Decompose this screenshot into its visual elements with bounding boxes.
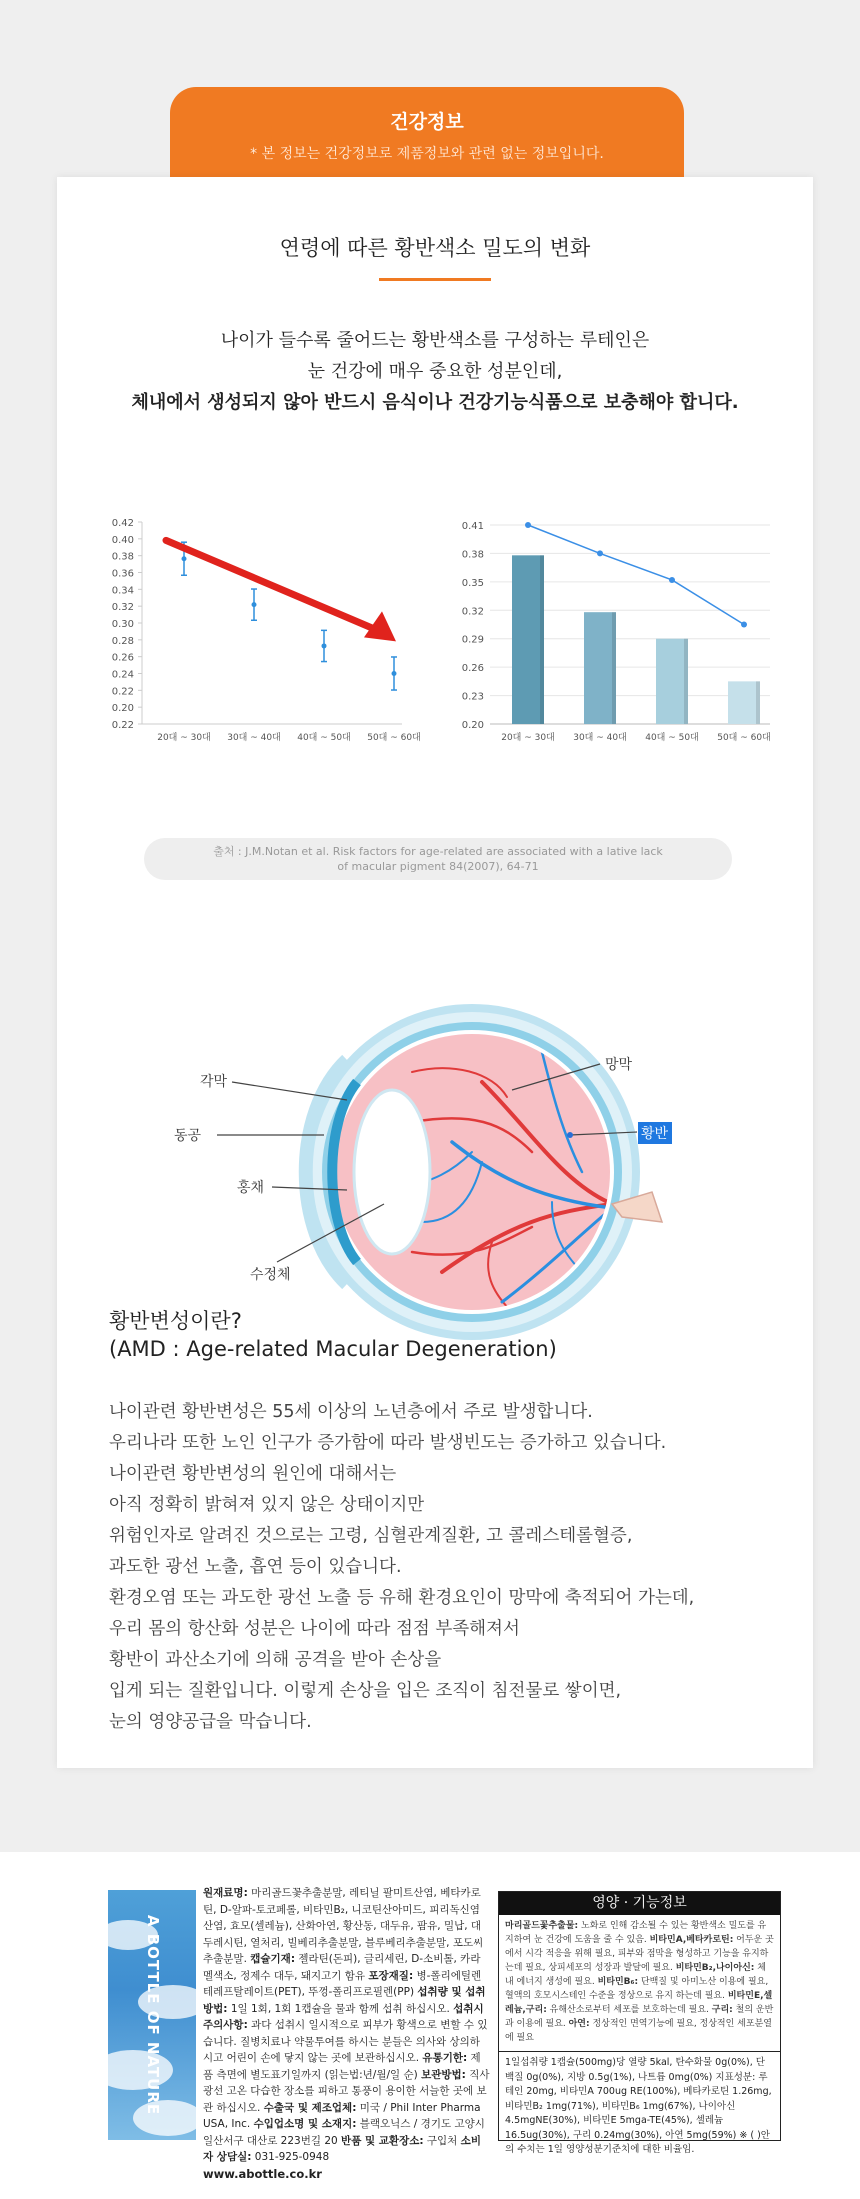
data-point bbox=[182, 556, 187, 561]
bar-shade bbox=[756, 681, 760, 724]
y-tick-label: 0.35 bbox=[461, 577, 484, 589]
info-label: 캡슐기재: bbox=[250, 1953, 296, 1965]
info-label: 원재료명: bbox=[203, 1887, 248, 1899]
amd-line: 나이관련 황반변성의 원인에 대해서는 bbox=[109, 1464, 397, 1484]
eye-diagram bbox=[152, 972, 722, 1462]
product-info-text bbox=[203, 1885, 490, 2182]
trend-line bbox=[528, 525, 744, 625]
label-iris: 홍채 bbox=[237, 1180, 265, 1196]
scatter-chart bbox=[82, 507, 422, 817]
citation-line-2: of macular pigment 84(2007), 64-71 bbox=[337, 860, 539, 873]
y-tick-label: 0.26 bbox=[461, 663, 484, 675]
nutrition-title: 영양 · 기능정보 bbox=[499, 1892, 780, 1915]
info-text: 과다 섭취시 일시적으로 피부가 황색으로 변할 수 있습니다. 질병치료나 약물투여를 하시는 분들은 의사와 상의하시고 어린이 손에 닿지 않는 곳에 보관하십시오. bbox=[203, 2019, 488, 2064]
tab-subtitle: * 본 정보는 건강정보로 제품정보와 관련 없는 정보입니다. bbox=[250, 146, 604, 162]
info-text: 블랙오닉스 / 경기도 고양시 일산서구 대산로 223번길 20 bbox=[203, 2118, 485, 2147]
citation-line-1: 출처 : J.M.Notan et al. Risk factors for age-related are associated with a lative lack bbox=[213, 845, 663, 858]
info-label: 수출국 및 제조업체: bbox=[263, 2101, 357, 2114]
y-tick-label: 0.22 bbox=[111, 720, 134, 731]
bar-shade bbox=[540, 555, 544, 724]
lens bbox=[354, 1090, 430, 1254]
intro-line-2: 눈 건강에 매우 중요한 성분인데, bbox=[307, 361, 563, 382]
amd-line: 우리 몸의 항산화 성분은 나이에 따라 점점 부족해져서 bbox=[109, 1619, 520, 1639]
x-tick-label: 30대 ~ 40대 bbox=[573, 733, 627, 743]
amd-title-line-2: (AMD : Age-related Macular Degeneration) bbox=[109, 1337, 557, 1361]
y-tick-label: 0.29 bbox=[461, 634, 484, 646]
nutrition-box bbox=[498, 1891, 781, 2155]
y-tick-label: 0.20 bbox=[111, 703, 134, 715]
y-tick-label: 0.40 bbox=[111, 534, 134, 546]
info-text: 마리골드꽃추출분말, 레티닐 팔미트산염, 베타카로틴, D-알파-토코페롤, 비타민B₂, 니코틴산아미드, 피리독신염산염, 효모(셀레늄), 산화아연, 황산동, 대두유, 팜유, 밀납, 대두레시틴, 열처리, 빌베리추출분말, 블루베리추출분말, 포도씨추출분말. bbox=[203, 1887, 484, 1965]
y-tick-label: 0.28 bbox=[111, 635, 134, 647]
section-title: 연령에 따른 황반색소 밀도의 변화 bbox=[279, 236, 591, 260]
info-text: 미국 / Phil Inter Pharma USA, Inc. bbox=[203, 2101, 481, 2130]
nutri_body1-label: 비타민E,셀레늄,구리: bbox=[505, 1991, 773, 2015]
y-tick-label: 0.23 bbox=[461, 691, 484, 703]
brand-logo bbox=[108, 1890, 196, 2140]
info-label: 반품 및 교환장소: bbox=[341, 2134, 424, 2147]
info-label: 섭취시 주의사항: bbox=[203, 2002, 484, 2031]
nutri_body1-label: 구리: bbox=[711, 2005, 733, 2015]
label-retina: 망막 bbox=[605, 1057, 633, 1073]
amd-body bbox=[109, 1397, 694, 1738]
info-text: 직사광선 고온 다습한 장소를 피하고 통풍이 용이한 서늘한 곳에 보관 하십시오. bbox=[203, 2068, 490, 2114]
label-cornea: 각막 bbox=[200, 1074, 228, 1090]
info-text: 구입처 bbox=[423, 2134, 461, 2147]
y-tick-label: 0.41 bbox=[461, 521, 484, 532]
x-tick-label: 20대 ~ 30대 bbox=[501, 733, 555, 743]
x-tick-label: 40대 ~ 50대 bbox=[297, 733, 351, 743]
nutri_body1-text: 어두운 곳에서 시각 적응을 위해 필요, 피부와 점막을 형성하고 기능을 유지하는데 필요, 상피세포의 성장과 발달에 필요. bbox=[505, 1935, 774, 1973]
y-tick-label: 0.34 bbox=[111, 585, 134, 597]
amd-line: 입게 되는 질환입니다. 이렇게 손상을 입은 조직이 침전물로 쌓이면, bbox=[109, 1681, 622, 1701]
info-text: 제품 측면에 별도표기일까지 (읽는법:년/월/일 순) bbox=[203, 2052, 481, 2081]
bar-chart bbox=[445, 507, 790, 817]
x-tick-label: 50대 ~ 60대 bbox=[367, 733, 421, 743]
line-point bbox=[669, 577, 675, 583]
bar bbox=[656, 639, 688, 724]
bar-shade bbox=[612, 612, 616, 724]
info-label: 유통기한: bbox=[422, 2052, 468, 2064]
y-tick-label: 0.36 bbox=[111, 568, 134, 580]
title-underline bbox=[379, 278, 491, 281]
nutrition-functions bbox=[499, 1915, 780, 2052]
x-tick-label: 30대 ~ 40대 bbox=[227, 733, 281, 743]
info-label: 소비자 상담실: bbox=[203, 2134, 481, 2163]
nutri_body1-text: 체내 에너지 생성에 필요. bbox=[505, 1963, 766, 1987]
nutrition-facts: 1일섭취량 1캡슐(500mg)당 열량 5kal, 탄수화물 0g(0%), 단백질 0g(0%), 지방 0.5g(1%), 나트륨 0mg(0%) 지표성분: 루테인 20mg, 비타민A 700ug RE(100%), 베타카로틴 1.26mg, 비타민B₂ 1mg(71%), 비타민B₆ 1mg(67%), 나이아신 4.5mgNE(30%), 비타민E 5mga-TE(45%), 셀레늄 16.5ug(30%), 구리 0.24mg(30%), 아연 5mg(59%) ※ ( )안의 수치는 1일 영양성분기준치에 대한 비율임. bbox=[505, 2057, 772, 2155]
x-tick-label: 50대 ~ 60대 bbox=[717, 733, 771, 743]
info-label: 보관방법: bbox=[421, 2068, 466, 2081]
nutri_body1-label: 비타민A,베타카로틴: bbox=[649, 1935, 734, 1945]
nutri_body1-label: 비타민B₂,나이아신: bbox=[675, 1963, 755, 1973]
amd-line: 아직 정확히 밝혀져 있지 않은 상태이지만 bbox=[109, 1495, 425, 1515]
x-tick-label: 40대 ~ 50대 bbox=[645, 733, 699, 743]
y-tick-label: 0.26 bbox=[111, 652, 134, 664]
nutri_body1-text: 정상적인 면역기능에 필요, 정상적인 세포분열에 필요 bbox=[505, 2019, 772, 2043]
amd-line: 우리나라 또한 노인 인구가 증가함에 따라 발생빈도는 증가하고 있습니다. bbox=[109, 1433, 667, 1453]
amd-title-line-1: 황반변성이란? bbox=[109, 1309, 242, 1333]
y-tick-label: 0.24 bbox=[111, 669, 134, 681]
data-point bbox=[322, 643, 327, 648]
nutri_body1-label: 마리골드꽃추출물: bbox=[505, 1921, 579, 1931]
y-tick-label: 0.20 bbox=[461, 720, 484, 731]
y-tick-label: 0.30 bbox=[111, 619, 134, 630]
info-text: 젤라틴(돈피), 글리세린, D-소비톨, 카라멜색소, 정제수 대두, 돼지고기 함유 bbox=[203, 1953, 481, 1982]
nutri_body1-label: 비타민B₆: bbox=[597, 1977, 639, 1987]
website-url: www.abottle.co.kr bbox=[203, 2166, 322, 2181]
info-text: 1일 1회, 1회 1캡슐을 물과 함께 섭취 하십시오. bbox=[227, 2002, 454, 2015]
amd-line: 환경오염 또는 과도한 광선 노출 등 유해 환경요인이 망막에 축적되어 가는데, bbox=[109, 1588, 695, 1608]
info-label: 섭취량 및 섭취방법: bbox=[203, 1986, 486, 2015]
y-tick-label: 0.38 bbox=[111, 551, 134, 563]
amd-line: 황반이 과산소기에 의해 공격을 받아 손상을 bbox=[109, 1650, 442, 1670]
info-text: 031-925-0948 bbox=[251, 2151, 330, 2163]
intro-line-3: 체내에서 생성되지 않아 반드시 음식이나 건강기능식품으로 보충해야 합니다. bbox=[131, 392, 739, 413]
trend-arrow-shaft bbox=[166, 540, 380, 631]
data-point bbox=[252, 602, 257, 607]
amd-title bbox=[109, 1307, 557, 1363]
amd-line: 과도한 광선 노출, 흡연 등이 있습니다. bbox=[109, 1557, 402, 1577]
label-lens: 수정체 bbox=[250, 1267, 291, 1283]
nutri_body1-text: 노화로 인해 감소될 수 있는 황반색소 밀도를 유지하여 눈 건강에 도움을 줄 수 있음. bbox=[505, 1921, 767, 1945]
bar-shade bbox=[684, 639, 688, 724]
nutri_body1-text: 유해산소로부터 세포를 보호하는데 필요. bbox=[546, 2005, 712, 2015]
health-info-tab bbox=[170, 87, 684, 179]
bar bbox=[512, 555, 544, 724]
line-point bbox=[741, 622, 747, 628]
nutri_body1-label: 아연: bbox=[568, 2019, 590, 2029]
content-card bbox=[57, 177, 813, 1768]
product-info-footer bbox=[0, 1852, 860, 2199]
brand-name: A BOTTLE OF NATURE bbox=[144, 1914, 162, 2116]
label-pupil: 동공 bbox=[174, 1128, 202, 1144]
info-label: 포장재질: bbox=[368, 1969, 414, 1982]
y-tick-label: 0.32 bbox=[111, 602, 134, 614]
y-tick-label: 0.38 bbox=[461, 549, 484, 561]
bar bbox=[728, 681, 760, 724]
y-tick-label: 0.22 bbox=[111, 686, 134, 698]
line-point bbox=[597, 550, 603, 556]
citation bbox=[144, 838, 732, 880]
intro-text bbox=[57, 325, 813, 418]
intro-line-1: 나이가 들수록 줄어드는 황반색소를 구성하는 루테인은 bbox=[220, 330, 650, 351]
tab-title: 건강정보 bbox=[390, 111, 464, 133]
amd-line: 위험인자로 알려진 것으로는 고령, 심혈관계질환, 고 콜레스테롤혈증, bbox=[109, 1526, 633, 1546]
info-label: 수입업소명 및 소재지: bbox=[253, 2118, 357, 2130]
bar bbox=[584, 612, 616, 724]
amd-line: 나이관련 황반변성은 55세 이상의 노년층에서 주로 발생합니다. bbox=[109, 1402, 593, 1422]
line-point bbox=[525, 522, 531, 528]
nutri_body1-text: 철의 운반과 이용에 필요. bbox=[505, 2005, 774, 2029]
y-tick-label: 0.42 bbox=[111, 518, 134, 529]
label-macula: 황반 bbox=[641, 1126, 669, 1142]
x-tick-label: 20대 ~ 30대 bbox=[157, 733, 211, 743]
nutri_body1-text: 단백질 및 아미노산 이용에 필요, 혈액의 호모시스테인 수준을 정상으로 유지 하는데 필요. bbox=[505, 1977, 769, 2001]
data-point bbox=[392, 671, 397, 676]
y-tick-label: 0.32 bbox=[461, 606, 484, 618]
amd-line: 눈의 영양공급을 막습니다. bbox=[109, 1712, 312, 1732]
info-text: 병-폴리에틸렌테레프탈레이트(PET), 뚜껑-폴리프로필렌(PP) bbox=[203, 1969, 482, 1998]
